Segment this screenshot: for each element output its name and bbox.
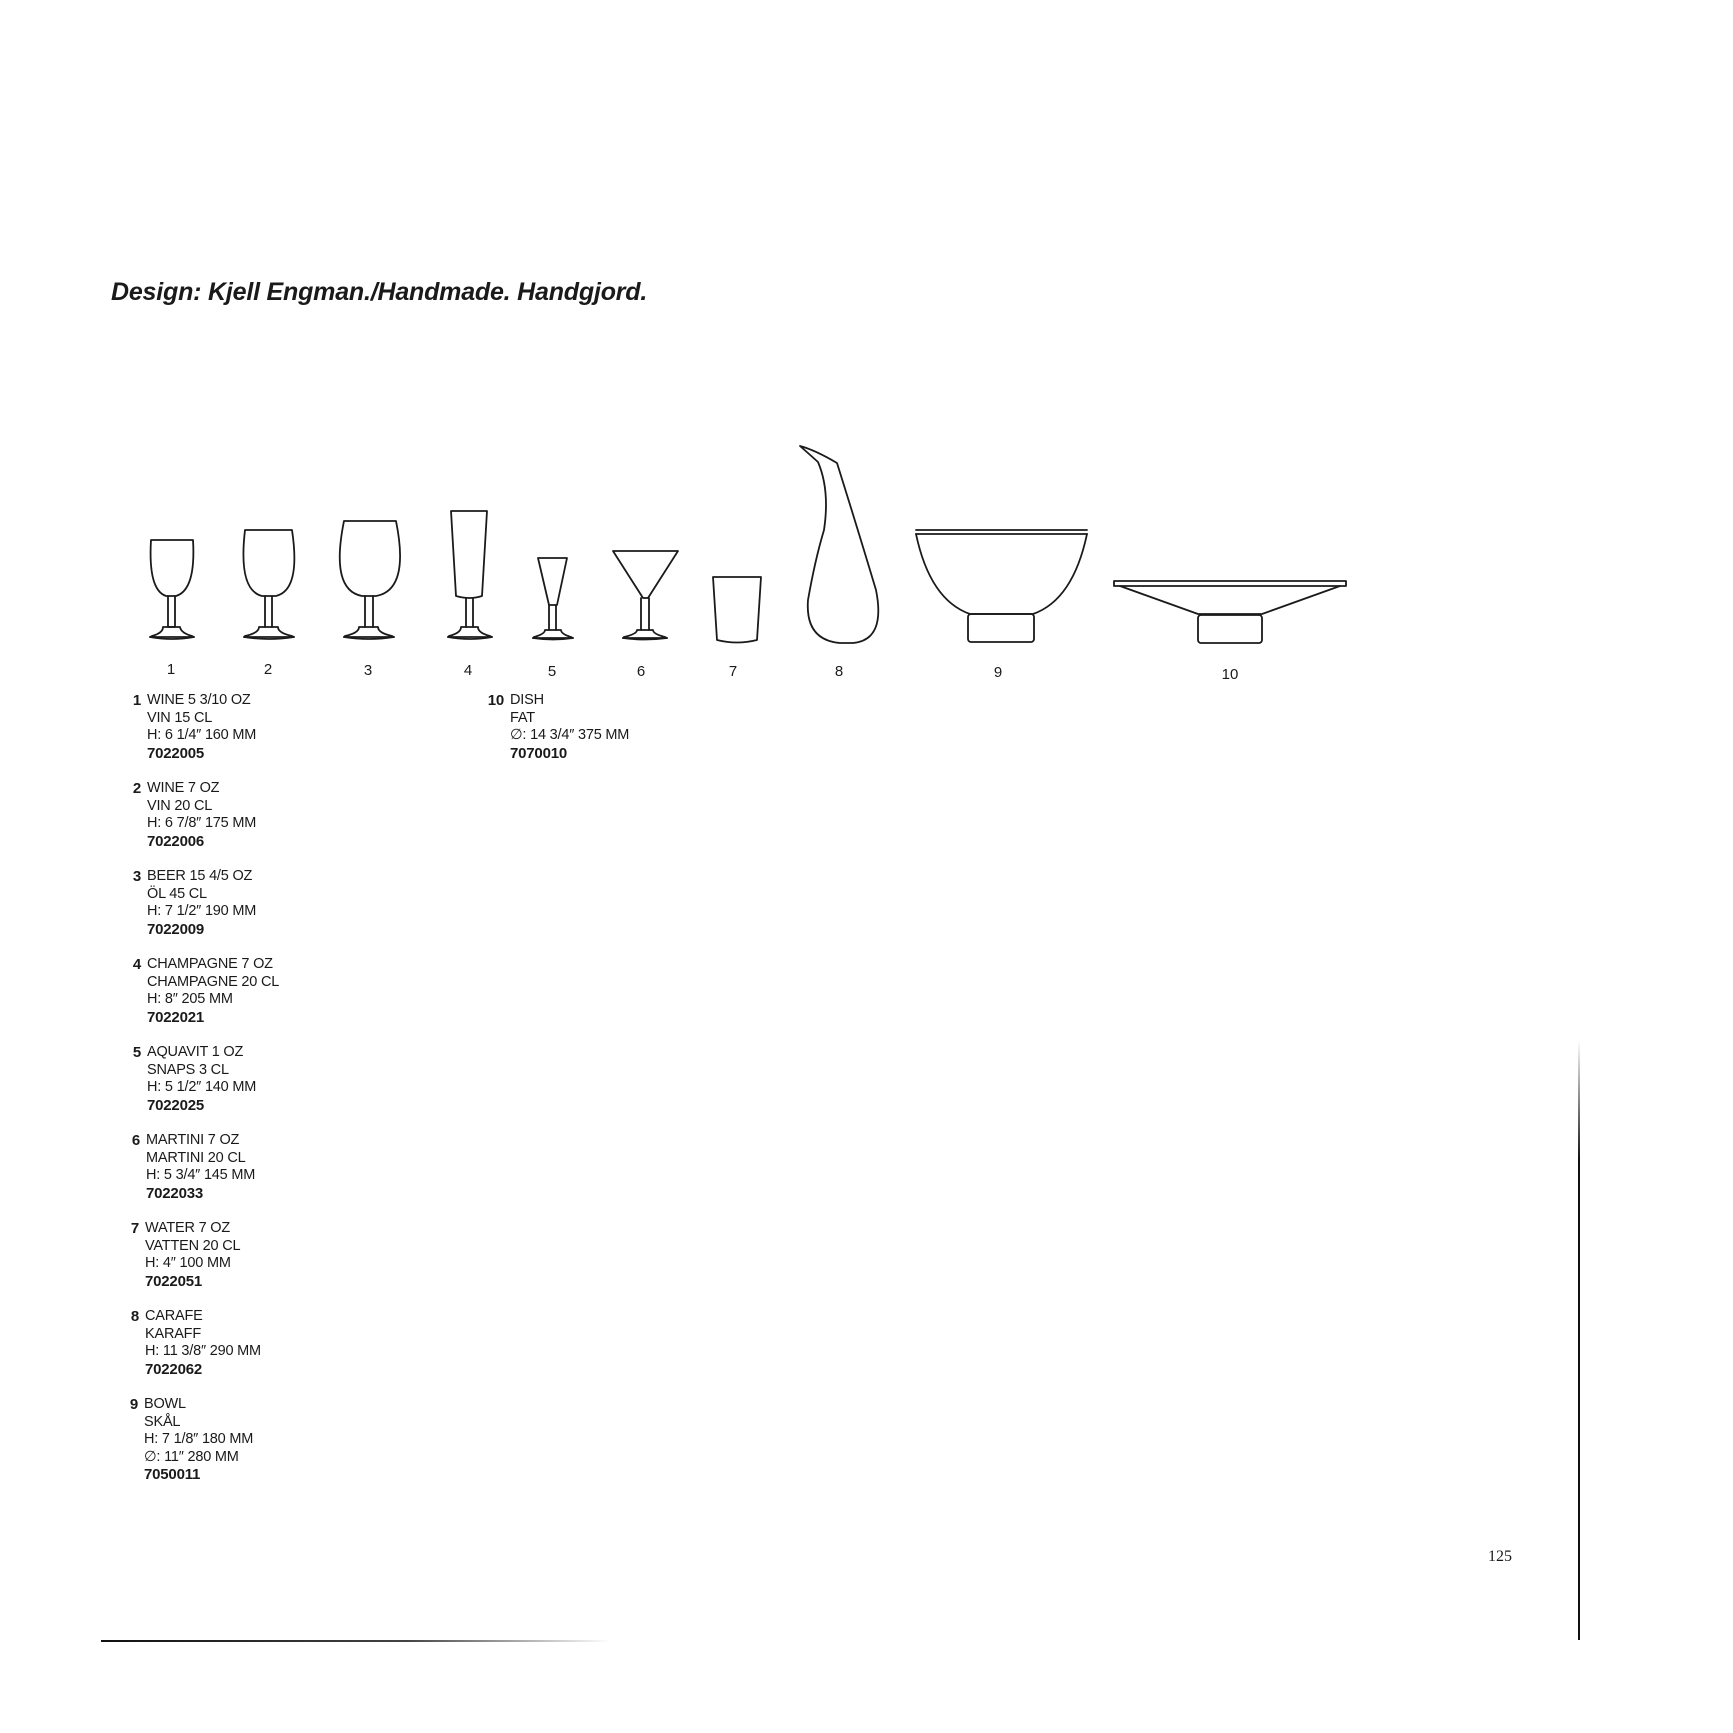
article-number: 7050011 xyxy=(144,1466,201,1483)
article-number: 7022025 xyxy=(147,1096,204,1114)
article-number: 7022006 xyxy=(147,832,204,850)
spec-number: 10 xyxy=(487,692,504,709)
carafe-drawing xyxy=(800,446,878,643)
spec-number: 8 xyxy=(130,1308,139,1325)
spec-line: H: 5 1/2″ 140 MM xyxy=(147,1079,257,1095)
article-number: 7022062 xyxy=(145,1360,202,1378)
page-number: 125 xyxy=(1488,1548,1512,1565)
spec-entry-7 xyxy=(130,1220,241,1290)
spec-line: H: 11 3/8″ 290 MM xyxy=(145,1343,261,1359)
spec-entry-4 xyxy=(132,956,280,1026)
figure-label-8: 8 xyxy=(834,663,844,680)
spec-line: BEER 15 4/5 OZ xyxy=(147,868,253,884)
bottom-rule xyxy=(101,1640,611,1642)
spec-line: AQUAVIT 1 OZ xyxy=(147,1044,244,1060)
right-margin-rule xyxy=(1578,1040,1580,1640)
article-number: 7022033 xyxy=(146,1184,203,1202)
page-heading: Design: Kjell Engman./Handmade. Handgjord. xyxy=(111,278,648,306)
water-glass-drawing xyxy=(713,577,761,643)
spec-entry-9 xyxy=(129,1396,254,1484)
article-number: 7022005 xyxy=(147,744,204,762)
article-number: 7070010 xyxy=(510,744,567,762)
aquavit-glass-drawing xyxy=(533,558,573,640)
figure-label-2: 2 xyxy=(263,661,273,678)
spec-line: CHAMPAGNE 20 CL xyxy=(147,973,280,990)
spec-line: DISH xyxy=(510,692,544,708)
spec-line: VIN 15 CL xyxy=(147,709,213,726)
spec-number: 5 xyxy=(132,1044,141,1061)
spec-line: H: 5 3/4″ 145 MM xyxy=(146,1167,256,1183)
champagne-glass-drawing xyxy=(448,511,492,639)
figure-label-3: 3 xyxy=(363,662,373,679)
spec-number: 2 xyxy=(132,780,141,797)
spec-line: VATTEN 20 CL xyxy=(145,1237,241,1254)
spec-line: BOWL xyxy=(144,1396,186,1412)
spec-line: WINE 5 3/10 OZ xyxy=(147,692,251,708)
figure-label-10: 10 xyxy=(1221,666,1239,683)
spec-number: 7 xyxy=(130,1220,139,1237)
spec-line: MARTINI 7 OZ xyxy=(146,1132,240,1148)
spec-entry-2 xyxy=(132,780,257,850)
spec-line: SNAPS 3 CL xyxy=(147,1061,229,1078)
bowl-drawing xyxy=(916,530,1087,642)
spec-number: 4 xyxy=(132,956,141,973)
spec-entry-6 xyxy=(131,1132,256,1202)
spec-line: CARAFE xyxy=(145,1308,203,1324)
spec-line: CHAMPAGNE 7 OZ xyxy=(147,956,273,972)
spec-line: H: 8″ 205 MM xyxy=(147,991,233,1007)
figure-label-1: 1 xyxy=(166,661,176,678)
article-number: 7022009 xyxy=(147,920,204,938)
spec-line: H: 6 1/4″ 160 MM xyxy=(147,727,257,743)
wine-glass-1-drawing xyxy=(150,540,194,639)
spec-number: 6 xyxy=(131,1132,140,1149)
spec-line: WINE 7 OZ xyxy=(147,780,220,796)
spec-number: 1 xyxy=(132,692,141,709)
article-number: 7022021 xyxy=(147,1008,204,1026)
spec-number: 3 xyxy=(132,868,141,885)
spec-entry-8 xyxy=(130,1308,261,1378)
martini-glass-drawing xyxy=(613,551,678,640)
spec-line: SKÅL xyxy=(144,1413,181,1430)
figure-label-7: 7 xyxy=(728,663,738,680)
dish-drawing xyxy=(1114,581,1346,643)
spec-entry-5 xyxy=(132,1044,257,1114)
spec-line: MARTINI 20 CL xyxy=(146,1149,246,1166)
beer-glass-drawing xyxy=(340,521,400,639)
spec-line: ∅: 14 3/4″ 375 MM xyxy=(510,727,630,743)
spec-number: 9 xyxy=(129,1396,138,1413)
spec-line: H: 7 1/2″ 190 MM xyxy=(147,903,257,919)
spec-line: H: 6 7/8″ 175 MM xyxy=(147,815,257,831)
spec-line: ∅: 11″ 280 MM xyxy=(144,1448,239,1465)
spec-line: VIN 20 CL xyxy=(147,797,213,814)
figure-label-4: 4 xyxy=(463,662,473,679)
figure-label-5: 5 xyxy=(547,663,557,680)
spec-line: H: 4″ 100 MM xyxy=(145,1255,231,1271)
spec-entry-10 xyxy=(487,692,630,762)
spec-line: H: 7 1/8″ 180 MM xyxy=(144,1431,254,1447)
figure-label-9: 9 xyxy=(993,664,1003,681)
article-number: 7022051 xyxy=(145,1272,202,1290)
spec-line: FAT xyxy=(510,709,535,726)
figure-label-6: 6 xyxy=(636,663,646,680)
wine-glass-2-drawing xyxy=(243,530,294,639)
spec-entry-1 xyxy=(132,692,257,762)
spec-line: KARAFF xyxy=(145,1325,201,1342)
spec-line: ÖL 45 CL xyxy=(147,885,207,902)
spec-entry-3 xyxy=(132,868,257,938)
spec-line: WATER 7 OZ xyxy=(145,1220,231,1236)
